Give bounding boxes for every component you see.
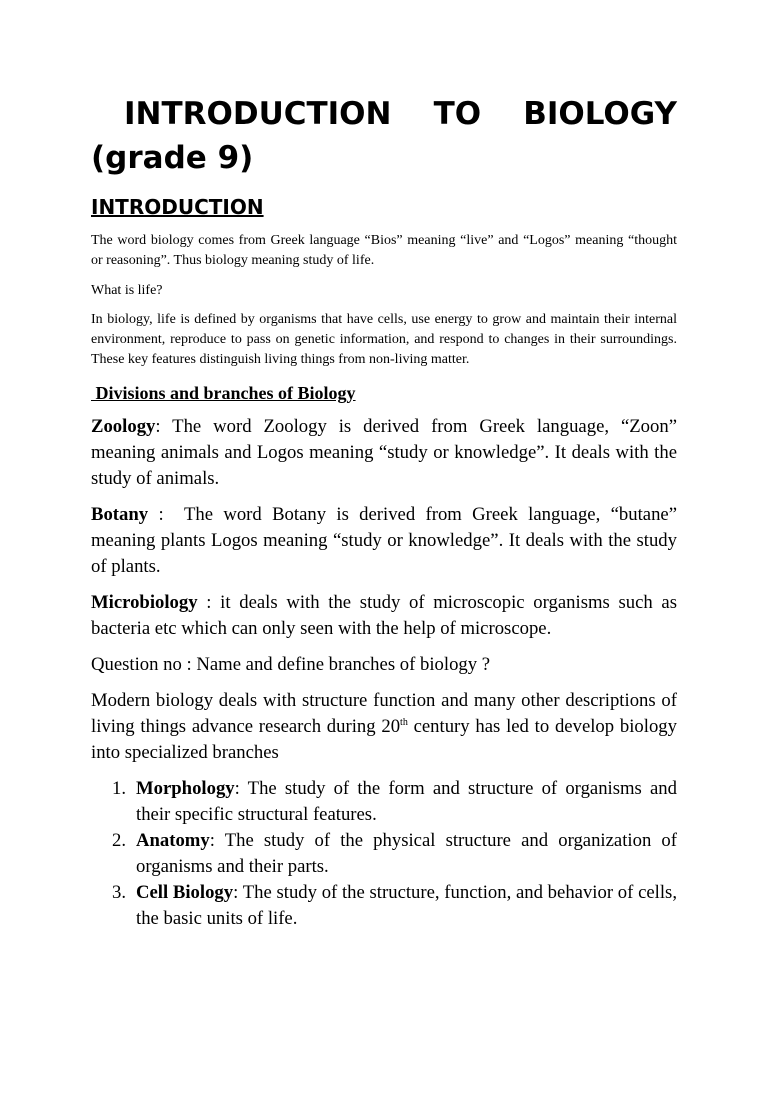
microbiology-paragraph [91, 590, 677, 642]
list-number: 3. [112, 882, 127, 903]
modern-text-before: Modern biology deals with structure function and many other descriptions of living things advance research during 20 [91, 690, 677, 737]
document-title-grade: (grade 9) [91, 140, 254, 176]
botany-term: Botany [91, 504, 149, 525]
branches-list [91, 776, 677, 932]
list-item [91, 828, 677, 880]
zoology-text: : The word Zoology is derived from Greek language, “Zoon” meaning animals and Logos meaning “study or knowledge”. It deals with the study of animals. [91, 416, 677, 489]
document-page [0, 92, 768, 1116]
branch-term: Morphology [136, 778, 235, 799]
list-number: 2. [112, 830, 127, 851]
branch-term: Anatomy [136, 830, 210, 851]
branch-term: Cell Biology [136, 882, 234, 903]
botany-text: : The word Botany is derived from Greek language, “butane” meaning plants Logos meaning “study or knowledge”. It deals with the study of plants. [91, 504, 682, 577]
microbiology-text: : it deals with the study of microscopic organisms such as bacteria etc which can only seen with the help of microscope. [91, 592, 677, 639]
document-title [91, 92, 677, 136]
what-is-life-question: What is life? [91, 283, 163, 298]
zoology-term: Zoology [91, 416, 156, 437]
modern-biology-paragraph [91, 688, 677, 766]
list-item [91, 776, 677, 828]
list-number: 1. [112, 778, 127, 799]
modern-text-after: century has led to develop biology into specialized branches [91, 716, 677, 763]
title-line-1: INTRODUCTION TO BIOLOGY [124, 96, 677, 132]
intro-paragraph: The word biology comes from Greek language “Bios” meaning “live” and “Logos” meaning “thought or reasoning”. Thus biology meaning study of life. [91, 233, 677, 268]
botany-paragraph [91, 502, 682, 580]
branch-definition: : The study of the form and structure of organisms and their specific structural features. [136, 778, 677, 825]
branch-definition: : The study of the physical structure and organization of organisms and their parts. [136, 830, 677, 877]
zoology-paragraph [91, 414, 677, 492]
branch-definition: : The study of the structure, function, and behavior of cells, the basic units of life. [136, 882, 677, 929]
superscript-th: th [400, 716, 408, 728]
life-definition-paragraph: In biology, life is defined by organisms that have cells, use energy to grow and maintain their internal environment, reproduce to pass on genetic information, and respond to changes in their surroundings. These key features distinguish living things from non-living matter. [91, 312, 677, 367]
divisions-heading: Divisions and branches of Biology [91, 383, 356, 403]
question-paragraph: Question no : Name and define branches of biology ? [91, 654, 491, 675]
list-item [91, 880, 677, 932]
microbiology-term: Microbiology [91, 592, 198, 613]
introduction-heading: INTRODUCTION [91, 195, 264, 219]
